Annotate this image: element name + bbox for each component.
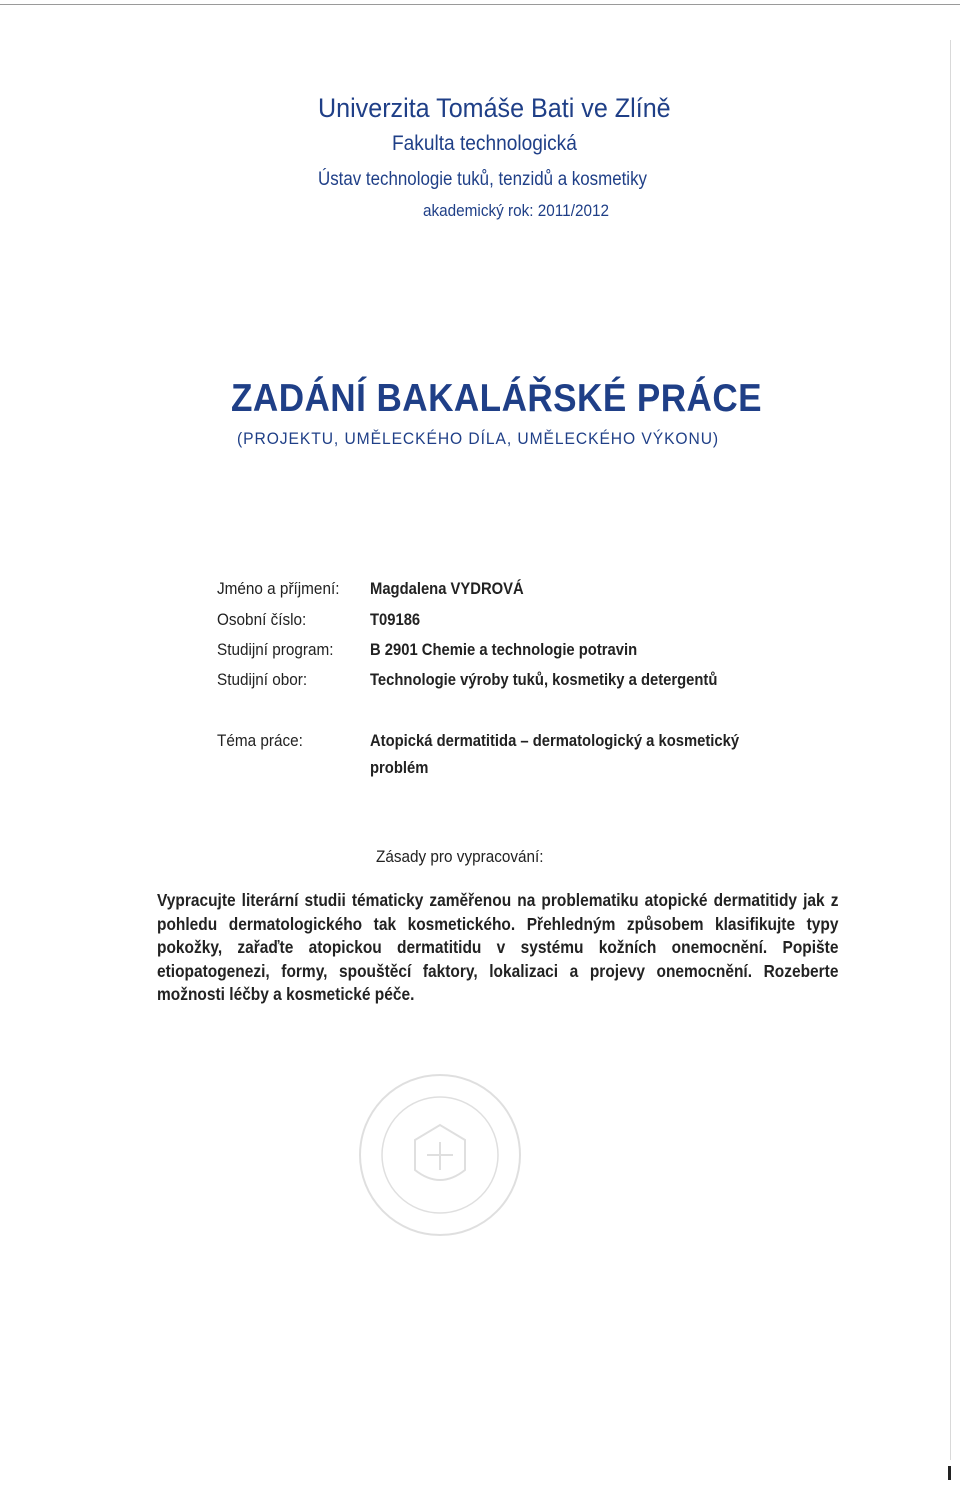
official-seal-icon [355, 1070, 525, 1240]
university-name: Univerzita Tomáše Bati ve Zlíně [318, 93, 671, 123]
personal-number-value: T09186 [370, 610, 421, 629]
institute-name: Ústav technologie tuků, tenzidů a kosmetiky [318, 169, 647, 190]
document-subtitle: (PROJEKTU, UMĚLECKÉHO DÍLA, UMĚLECKÉHO VÝKONU) [237, 429, 720, 448]
scan-mark [948, 1466, 951, 1480]
thesis-topic-value: Atopická dermatitida – dermatologický a kosmetický problém [370, 731, 740, 777]
faculty-name: Fakulta technologická [392, 132, 577, 155]
study-program-label: Studijní program: [217, 640, 334, 659]
principles-body: Vypracujte literární studii tématicky zaměřenou na problematiku atopické dermatitidy jak z pohledu dermatologického tak kosmetického. Přehledným způsobem klasifikujte typy pokožky, zařaďte atopickou dermatitidu v systému kožních onemocnění. Popište etiopatogenezi, formy, spouštěcí faktory, lokalizaci a projevy onemocnění. Rozeberte možnosti léčby a kosmetické péče. [157, 890, 839, 1004]
academic-year: akademický rok: 2011/2012 [423, 201, 609, 220]
scan-top-border [0, 4, 960, 5]
personal-number-label: Osobní číslo: [217, 610, 307, 629]
name-label: Jméno a příjmení: [217, 579, 340, 598]
document-title: ZADÁNÍ BAKALÁŘSKÉ PRÁCE [231, 377, 763, 420]
thesis-topic-label: Téma práce: [217, 731, 303, 750]
scan-right-edge [950, 40, 951, 1460]
study-branch-value: Technologie výroby tuků, kosmetiky a detergentů [370, 670, 718, 689]
study-branch-label: Studijní obor: [217, 670, 308, 689]
name-value: Magdalena VYDROVÁ [370, 579, 524, 598]
principles-heading: Zásady pro vypracování: [376, 847, 544, 866]
study-program-value: B 2901 Chemie a technologie potravin [370, 640, 638, 659]
